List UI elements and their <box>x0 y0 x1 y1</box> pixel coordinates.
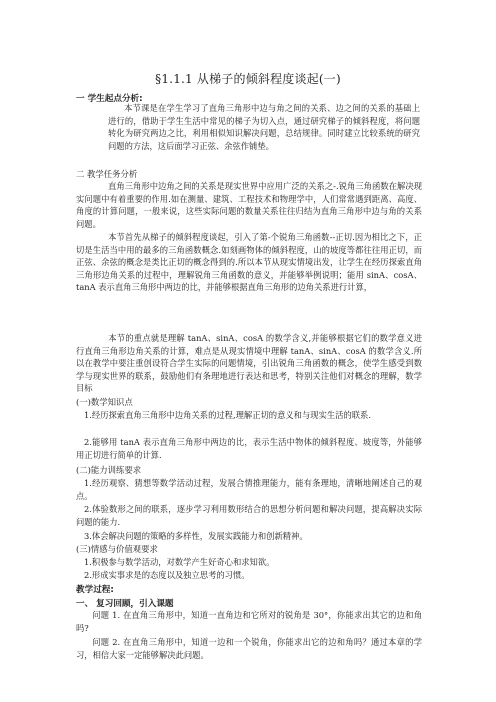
question-1-text: 问题 1. 在直角三角形中，知道一直角边和它所对的锐角是 30°，你能求出其它的边和角吗? <box>76 610 422 633</box>
ability-item-2 <box>76 503 422 528</box>
task-analysis-text-1: 直角三角形中边角之间的关系是现实世界中应用广泛的关系之-.锐角三角函数在解决现实问题中有着重要的作用.如在测量、建筑、工程技术和物理学中，人们常常遇到距离、高度、角度的计算问题，一般来说，这些实际问题的数量关系往往归结为直角三角形中边与角的关系问题。 <box>76 181 422 229</box>
emotion-heading: (三)情感与价值观要求 <box>76 544 158 554</box>
task-analysis-paragraph-3 <box>76 332 422 395</box>
task-analysis-paragraph-1 <box>76 180 422 230</box>
section-heading-student-analysis: 一 学生起点分析: <box>76 94 143 104</box>
emotion-item-1: 1.积极参与数学活动，对数学产生好奇心和求知欲。 <box>84 557 275 567</box>
process-step-1: 一、 复习回顾，引入课题 <box>76 599 174 609</box>
ability-item-1 <box>76 477 422 502</box>
student-analysis-text: 本节课是在学生学习了直角三角形中边与角之间的关系、边之间的关系的基础上进行的，借助于学生生活中常见的梯子为切入点，通过研究梯子的倾斜程度，将问题转化为研究两边之比，利用相似知识解决问题，总结规律。同时建立比较系统的研究问题的方法，这后面学习正弦、余弦作铺垫。 <box>108 103 420 151</box>
knowledge-item-2 <box>76 436 422 461</box>
question-1 <box>76 609 422 634</box>
student-analysis-paragraph <box>108 102 420 152</box>
emotion-item-2: 2.形成实事求是的态度以及独立思考的习惯。 <box>84 570 250 580</box>
ability-item-3: 3.体会解决问题的策略的多样性，发展实践能力和创新精神。 <box>84 531 308 541</box>
knowledge-item-1-text: 1.经历探索直角三角形中边角关系的过程,理解正切的意义和与现实生活的联系. <box>84 410 371 420</box>
page-title: §1.1.1 从梯子的倾斜程度谈起(一) <box>155 72 341 86</box>
ability-item-2-text: 2.体验数形之间的联系，逐步学习利用数形结合的思想分析问题和解决问题，提高解决实际问题的能力. <box>76 504 422 527</box>
knowledge-item-1 <box>76 409 422 422</box>
question-2-text: 问题 2. 在直角三角形中，知道一边和一个锐角，你能求出它的边和角吗？通过本章的学习，相信大家一定能够解决此问题。 <box>76 637 422 660</box>
task-analysis-paragraph-2 <box>76 231 422 294</box>
process-heading: 教学过程: <box>76 585 114 595</box>
section-heading-task-analysis: 二 教学任务分析 <box>76 169 138 179</box>
knowledge-heading: (一)数学知识点 <box>76 397 133 407</box>
ability-item-1-text: 1.经历观察、猜想等数学活动过程，发展合情推理能力，能有条理地，清晰地阐述自己的观点。 <box>76 478 422 501</box>
question-2 <box>76 636 422 661</box>
knowledge-item-2-text: 2.能够用 tanA 表示直角三角形中两边的比，表示生活中物体的倾斜程度、坡度等，外能够用正切进行简单的计算. <box>76 437 422 460</box>
task-analysis-text-2: 本节首先从梯子的倾斜程度谈起，引入了第-个锐角三角函数--正切.因为相比之下，正切是生活当中用的最多的三角函数概念.如刻画物体的倾斜程度，山的坡度等都往往用正切，而正弦、余弦的概念是类比正切的概念得到的.所以本节从现实情境出发，让学生在经历探索直角三角形边角关系的过程中，理解锐角三角函数的意义，并能够举例说明；能用 sinA、cosA、tanA 表示直角三角形中两边的比，并能够根据直角三角形的边角关系进行计算， <box>76 232 422 293</box>
ability-heading: (二)能力训练要求 <box>76 465 142 475</box>
task-analysis-text-3: 本节的重点就是理解 tanA、sinA、cosA 的数学含义,并能够根据它们的数学意义进行直角三角形边角关系的计算，难点是从现实情境中理解 tanA、sinA、cosA 的数学含义.所以在教学中要注重创设符合学生实际的问题情境，引出锐角三角函数的概念，使学生感受到数学与现实世界的联系，鼓励他们有条理地进行表达和思考，特别关注他们对概念的理解，数学目标 <box>76 333 422 394</box>
